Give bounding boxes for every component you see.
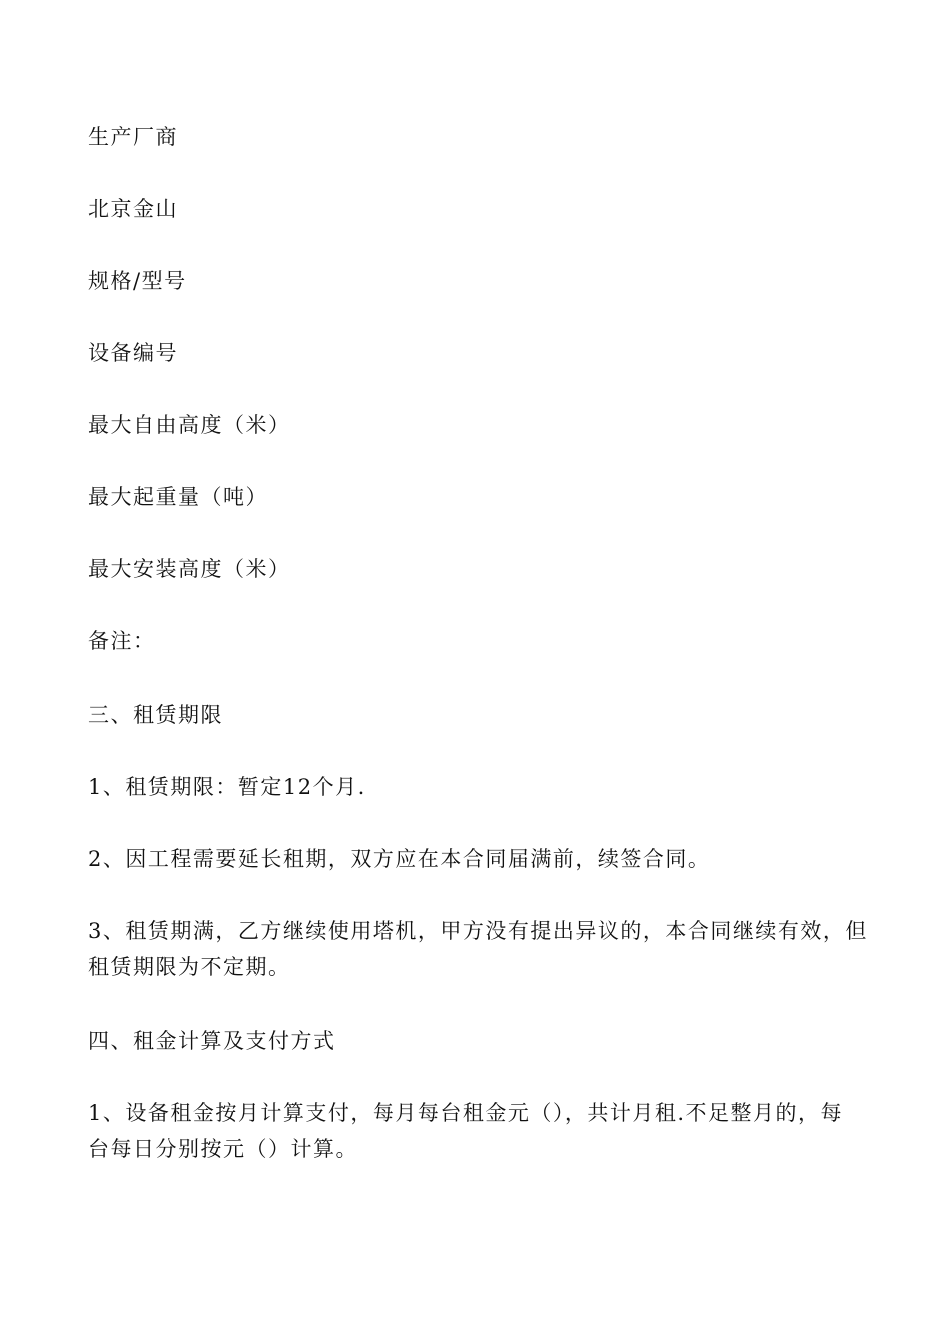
field-max-install-height-label: 最大安装高度（米） bbox=[88, 557, 291, 581]
clause-4-1-line-2: 台每日分别按元（）计算。 bbox=[88, 1137, 358, 1161]
clause-4-1-line-1: 1、设备租金按月计算支付，每月每台租金元（），共计月租.不足整月的，每 bbox=[88, 1101, 844, 1125]
clause-3-1: 1、租赁期限：暂定12个月. bbox=[88, 775, 366, 799]
clause-3-3-line-1: 3、租赁期满，乙方继续使用塔机，甲方没有提出异议的，本合同继续有效，但 bbox=[88, 919, 868, 943]
field-remarks-label: 备注： bbox=[88, 629, 156, 653]
field-equipment-number-label: 设备编号 bbox=[88, 341, 178, 365]
field-max-free-height-label: 最大自由高度（米） bbox=[88, 413, 291, 437]
field-manufacturer-value: 北京金山 bbox=[88, 197, 178, 221]
section-4-heading: 四、租金计算及支付方式 bbox=[88, 1029, 336, 1053]
section-3-heading: 三、租赁期限 bbox=[88, 703, 223, 727]
clause-3-3-line-2: 租赁期限为不定期。 bbox=[88, 955, 291, 979]
field-spec-model-label: 规格/型号 bbox=[88, 269, 187, 293]
field-max-lifting-weight-label: 最大起重量（吨） bbox=[88, 485, 268, 509]
clause-3-2: 2、因工程需要延长租期，双方应在本合同届满前，续签合同。 bbox=[88, 847, 711, 871]
field-manufacturer-label: 生产厂商 bbox=[88, 125, 178, 149]
clause-3-3 bbox=[88, 913, 868, 985]
clause-4-1 bbox=[88, 1095, 868, 1167]
